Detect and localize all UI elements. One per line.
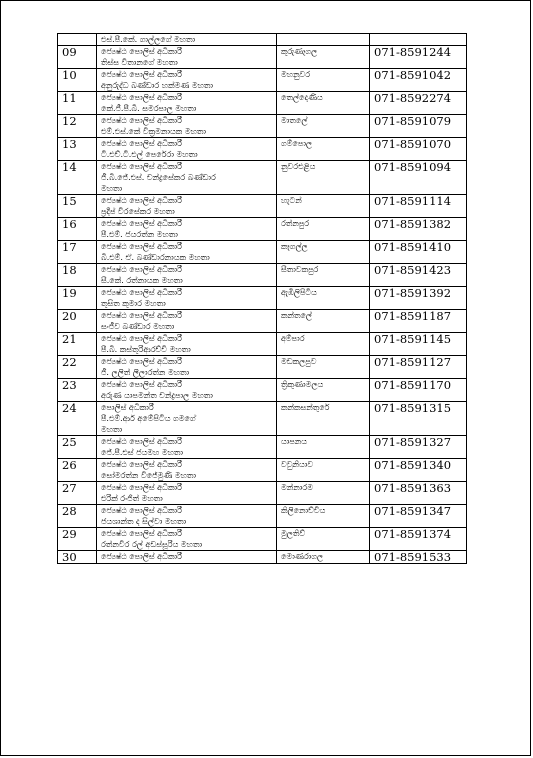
row-number: 24 (58, 402, 97, 436)
officer-name: පී.එම්. ජයරත්න මහතා (101, 230, 178, 239)
table-row (58, 482, 467, 505)
table-row (58, 310, 467, 333)
officer-name-cell (97, 218, 277, 241)
row-number: 25 (58, 436, 97, 459)
table-row (58, 459, 467, 482)
officer-name: ප්‍රදීප් වීරසේකර මහතා (101, 207, 175, 216)
division-name: රත්නපුර (281, 219, 310, 228)
officer-rank: ජ්‍යෙෂ්ඨ පොලිස් අධිකාරී (101, 93, 182, 102)
officer-name-cell (97, 138, 277, 161)
row-number: 27 (58, 482, 97, 505)
table-row (58, 379, 467, 402)
division-cell (277, 241, 370, 264)
officer-rank: ජ්‍යෙෂ්ඨ පොලිස් අධිකාරී (101, 506, 182, 515)
division-name: මුලතිව් (281, 529, 306, 538)
officer-name-cell (97, 46, 277, 69)
division-name: මහනුවර (281, 70, 311, 79)
officer-name: තුසිත කුමාර මහතා (101, 299, 166, 308)
officer-name-cell (97, 92, 277, 115)
officer-name-cell (97, 333, 277, 356)
officer-name: සෝමරත්න විජේමුණි මහතා (101, 471, 197, 480)
division-name: මඩකලපුව (281, 357, 317, 366)
division-name: මොණරාගල (281, 552, 324, 561)
table-row (58, 69, 467, 92)
division-name: කන්කසන්තුරේ (281, 403, 330, 412)
table-row (58, 402, 467, 436)
phone-number: 071-8591410 (370, 241, 467, 264)
division-name: යාපනය (281, 437, 308, 446)
row-number: 23 (58, 379, 97, 402)
phone-number: 071-8591392 (370, 287, 467, 310)
division-cell (277, 34, 370, 46)
division-cell (277, 195, 370, 218)
division-cell (277, 505, 370, 528)
table-row (58, 264, 467, 287)
division-cell (277, 459, 370, 482)
row-number: 09 (58, 46, 97, 69)
row-number: 29 (58, 528, 97, 551)
row-number: 21 (58, 333, 97, 356)
division-cell (277, 528, 370, 551)
row-number: 19 (58, 287, 97, 310)
division-name: අම්පාර (281, 334, 305, 343)
phone-number: 071-8591114 (370, 195, 467, 218)
division-cell (277, 138, 370, 161)
row-number: 18 (58, 264, 97, 287)
officer-rank: ජ්‍යෙෂ්ඨ පොලිස් අධිකාරී (101, 357, 182, 366)
officer-name: සංජීව බණ්ඩාර මහතා (101, 322, 175, 331)
row-number: 12 (58, 115, 97, 138)
phone-number: 071-8591327 (370, 436, 467, 459)
table-body (58, 34, 467, 564)
division-name: ඇඹිලිපිටිය (281, 288, 317, 297)
table-row (58, 161, 467, 195)
officer-name: එරික් රංජිත් මහතා (101, 494, 163, 503)
officer-rank: ජ්‍යෙෂ්ඨ පොලිස් අධිකාරී (101, 311, 182, 320)
division-name: මන්නාරම (281, 483, 313, 492)
table-row (58, 195, 467, 218)
officer-name-cell (97, 356, 277, 379)
table-row (58, 46, 467, 69)
row-number (58, 34, 97, 46)
division-name: ගම්පොල (281, 139, 313, 148)
officer-name: රත්නවීර රල් අඩස්සූරිය මහතා (101, 540, 203, 549)
officer-name: ටී.එච්.ටී.එල් පෙරේරා මහතා (101, 150, 198, 159)
table-row (58, 92, 467, 115)
row-number: 11 (58, 92, 97, 115)
phone-number: 071-8591347 (370, 505, 467, 528)
phone-number: 071-8591127 (370, 356, 467, 379)
officer-rank: ජ්‍යෙෂ්ඨ පොලිස් අධිකාරී (101, 219, 182, 228)
phone-number: 071-8591374 (370, 528, 467, 551)
phone-number: 071-8592274 (370, 92, 467, 115)
officer-rank: ජ්‍යෙෂ්ඨ පොලිස් අධිකාරී (101, 552, 182, 561)
officer-name-cell (97, 69, 277, 92)
officer-name: ජී. ලලිත් ලීලාරත්න මහතා (101, 368, 190, 377)
table-row (58, 333, 467, 356)
officer-name-cell (97, 528, 277, 551)
row-number: 17 (58, 241, 97, 264)
officer-contact-table (57, 33, 467, 564)
officer-name-cell (97, 310, 277, 333)
division-cell (277, 379, 370, 402)
officer-name: ජී.බී.ජේ.එස්. චන්ද්‍රසේකර බණ්ඩාර (101, 173, 216, 182)
officer-name: මහතා (101, 184, 123, 193)
officer-name: බී.එම්. ඒ. බණ්ඩාරනායක මහතා (101, 253, 210, 262)
officer-rank: ජ්‍යෙෂ්ඨ පොලිස් අධිකාරී (101, 139, 182, 148)
row-number: 28 (58, 505, 97, 528)
table-row (58, 436, 467, 459)
division-cell (277, 356, 370, 379)
officer-name: අනුරුද්ධ බණ්ඩාර හක්මණ මහතා (101, 81, 214, 90)
row-number: 16 (58, 218, 97, 241)
division-name: කුරුණෑගල (281, 47, 318, 56)
officer-rank: ජ්‍යෙෂ්ඨ පොලිස් අධිකාරී (101, 288, 182, 297)
officer-name-cell (97, 436, 277, 459)
officer-name-cell (97, 195, 277, 218)
phone-number: 071-8591145 (370, 333, 467, 356)
officer-rank: එස්.පී.කේ. ගාල්ලගේ මහතා (101, 35, 196, 44)
officer-name-cell (97, 482, 277, 505)
division-name: ත්‍රිකුණාමලය (281, 380, 324, 389)
officer-rank: පොලිස් අධිකාරී (101, 403, 154, 412)
division-cell (277, 161, 370, 195)
phone-number: 071-8591244 (370, 46, 467, 69)
division-cell (277, 310, 370, 333)
division-name: හැටන් (281, 196, 302, 205)
officer-rank: ජ්‍යෙෂ්ඨ පොලිස් අධිකාරී (101, 196, 182, 205)
row-number: 30 (58, 551, 97, 564)
table-row (58, 505, 467, 528)
division-cell (277, 402, 370, 436)
division-name: කෑගල්ල (281, 242, 308, 251)
officer-name-cell (97, 551, 277, 564)
officer-name: ජේ.පී.එස් ජයමහ මහතා (101, 448, 184, 457)
division-cell (277, 69, 370, 92)
division-name: සීතාවකපුර (281, 265, 319, 274)
division-cell (277, 92, 370, 115)
row-number: 13 (58, 138, 97, 161)
officer-name: අරුණ යාපමන්ත චන්ද්‍රපාල මහතා (101, 391, 213, 400)
officer-name: තිස්ස විතානගේ මහතා (101, 58, 178, 67)
officer-rank: ජ්‍යෙෂ්ඨ පොලිස් අධිකාරී (101, 47, 182, 56)
officer-rank: ජ්‍යෙෂ්ඨ පොලිස් අධිකාරී (101, 529, 182, 538)
division-cell (277, 333, 370, 356)
table-row (58, 356, 467, 379)
phone-number: 071-8591533 (370, 551, 467, 564)
division-name: මාතලේ (281, 116, 308, 125)
phone-number: 071-8591094 (370, 161, 467, 195)
officer-name: පී.එම්.ආර් අමේපිටිය ගමගේ (101, 414, 196, 423)
officer-rank: ජ්‍යෙෂ්ඨ පොලිස් අධිකාරී (101, 70, 182, 79)
table-row (58, 218, 467, 241)
phone-number: 071-8591042 (370, 69, 467, 92)
row-number: 15 (58, 195, 97, 218)
division-name: නුවරඑළිය (281, 162, 316, 171)
officer-name: සී.කේ. රත්නායක මහතා (101, 276, 183, 285)
officer-name: එම්.එස්.කේ වික්‍රමනායක මහතා (101, 127, 207, 136)
table-row (58, 34, 467, 46)
division-cell (277, 287, 370, 310)
officer-rank: ජ්‍යෙෂ්ඨ පොලිස් අධිකාරී (101, 460, 182, 469)
division-cell (277, 551, 370, 564)
division-name: කන්තලේ (281, 311, 313, 320)
division-name: තෙල්දෙණිය (281, 93, 323, 102)
officer-rank: ජ්‍යෙෂ්ඨ පොලිස් අධිකාරී (101, 242, 182, 251)
phone-number: 071-8591423 (370, 264, 467, 287)
officer-name-cell (97, 161, 277, 195)
officer-name-cell (97, 287, 277, 310)
officer-rank: ජ්‍යෙෂ්ඨ පොලිස් අධිකාරී (101, 483, 182, 492)
table-row (58, 287, 467, 310)
row-number: 14 (58, 161, 97, 195)
phone-number: 071-8591079 (370, 115, 467, 138)
officer-rank: ජ්‍යෙෂ්ඨ පොලිස් අධිකාරී (101, 334, 182, 343)
phone-number: 071-8591340 (370, 459, 467, 482)
officer-name: ජයශාන්ත ද සිල්වා මහතා (101, 517, 187, 526)
officer-name-cell (97, 241, 277, 264)
officer-rank: ජ්‍යෙෂ්ඨ පොලිස් අධිකාරී (101, 437, 182, 446)
row-number: 26 (58, 459, 97, 482)
phone-number: 071-8591170 (370, 379, 467, 402)
row-number: 20 (58, 310, 97, 333)
officer-name-cell (97, 379, 277, 402)
division-cell (277, 436, 370, 459)
officer-name: පී.බී. කස්තුරිආරච්චි මහතා (101, 345, 191, 354)
officer-rank: ජ්‍යෙෂ්ඨ පොලිස් අධිකාරී (101, 265, 182, 274)
officer-name-cell (97, 115, 277, 138)
phone-number: 071-8591382 (370, 218, 467, 241)
phone-number (370, 34, 467, 46)
division-cell (277, 115, 370, 138)
officer-name: මහතා (101, 425, 123, 434)
table-row (58, 115, 467, 138)
officer-rank: ජ්‍යෙෂ්ඨ පොලිස් අධිකාරී (101, 380, 182, 389)
officer-name-cell (97, 34, 277, 46)
division-cell (277, 46, 370, 69)
officer-name-cell (97, 505, 277, 528)
phone-number: 071-8591315 (370, 402, 467, 436)
phone-number: 071-8591363 (370, 482, 467, 505)
officer-name: කේ.ජී.පී.බී. සමරපාල මහතා (101, 104, 197, 113)
division-name: කිලිනොච්චිය (281, 506, 326, 515)
table-row (58, 241, 467, 264)
table-row (58, 138, 467, 161)
officer-rank: ජ්‍යෙෂ්ඨ පොලිස් අධිකාරී (101, 162, 182, 171)
phone-number: 071-8591187 (370, 310, 467, 333)
division-cell (277, 482, 370, 505)
row-number: 22 (58, 356, 97, 379)
row-number: 10 (58, 69, 97, 92)
division-cell (277, 264, 370, 287)
officer-rank: ජ්‍යෙෂ්ඨ පොලිස් අධිකාරී (101, 116, 182, 125)
division-name: වවුනියාව (281, 460, 314, 469)
table-row (58, 528, 467, 551)
phone-number: 071-8591070 (370, 138, 467, 161)
officer-name-cell (97, 402, 277, 436)
officer-name-cell (97, 459, 277, 482)
officer-name-cell (97, 264, 277, 287)
table-row (58, 551, 467, 564)
division-cell (277, 218, 370, 241)
